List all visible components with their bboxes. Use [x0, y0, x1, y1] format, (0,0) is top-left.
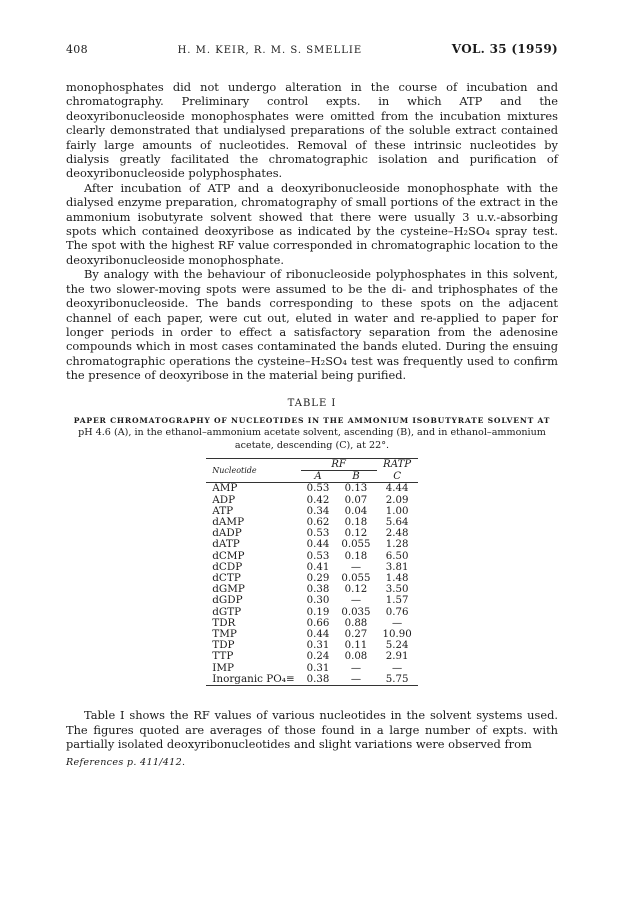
- table-caption-smallcaps: PAPER CHROMATOGRAPHY OF NUCLEOTIDES IN THE AMMONIUM ISOBUTYRATE SOLVENT AT: [73, 415, 551, 425]
- ratp-c-value: 1.57: [385, 595, 409, 607]
- table-caption: [66, 415, 558, 453]
- rf-a-value: 0.53: [306, 483, 330, 495]
- rf-a-value: 0.38: [306, 673, 330, 685]
- ratp-c-value: —: [392, 617, 403, 629]
- nucleotide-rf-table: [206, 458, 417, 686]
- table-row: [206, 651, 417, 662]
- nucleotide-name: TMP: [212, 628, 237, 641]
- rf-b-value: —: [350, 561, 362, 573]
- paragraph-4: Table I shows the RF values of various nucleotides in the solvent systems used. The figures quoted are averages of those found in a large number of expts. with partially isolated deoxyribonucleotides and slight variations were observed from: [66, 708, 558, 751]
- rf-b-value: 0.07: [344, 494, 368, 506]
- rf-b-value: 0.18: [344, 550, 368, 562]
- rf-a-value: 0.34: [306, 505, 330, 517]
- rf-a-value: 0.44: [306, 539, 330, 551]
- paragraph-2: After incubation of ATP and a deoxyribonucleoside monophosphate with the dialysed enzyme preparation, chromatography of small portions of the extract in the ammonium isobutyrate solvent showed that there were usually 3 u.v.-absorbing spots which contained deoxyribose as indicated by the cysteine–H₂SO₄ spray test. The spot with the highest RF value corresponded in chromatographic location to the deoxyribonucleoside monophosphate.: [66, 180, 558, 267]
- table-row: [206, 674, 417, 686]
- nucleotide-name: TDP: [212, 639, 235, 652]
- nucleotide-name: dGDP: [212, 594, 243, 607]
- rf-b-value: 0.12: [344, 528, 368, 540]
- rf-a-value: 0.30: [306, 595, 330, 607]
- nucleotide-name: ATP: [212, 504, 234, 517]
- rf-a-value: 0.31: [306, 662, 330, 674]
- ratp-c-value: 1.28: [385, 539, 409, 551]
- nucleotide-name: IMP: [212, 661, 235, 674]
- nucleotide-name: dGTP: [212, 605, 242, 618]
- rf-a-value: 0.38: [306, 584, 330, 596]
- ratp-c-value: 5.75: [385, 673, 409, 685]
- rf-b-value: 0.18: [344, 517, 368, 529]
- rf-a-value: 0.66: [306, 617, 330, 629]
- nucleotide-name: dCDP: [212, 560, 243, 573]
- col-header-rf: RF: [301, 459, 377, 471]
- ratp-c-value: 1.48: [385, 573, 409, 585]
- rf-a-value: 0.42: [306, 494, 330, 506]
- rf-b-value: 0.11: [344, 640, 368, 652]
- table-row: [206, 629, 417, 640]
- paragraph-1: monophosphates did not undergo alteration in the course of incubation and chromatography. Preliminary control expts. in which ATP and the deoxyribonucleoside monophosphates were omitted from the incubation mixtures clearly demonstrated that undialysed preparations of the soluble extract contained fairly large amounts of nucleotides. Removal of these intrinsic nucleotides by dialysis greatly facilitated the chromatographic isolation and purification of deoxyribonucleoside polyphosphates.: [66, 80, 558, 181]
- ratp-c-value: 10.90: [382, 629, 412, 641]
- ratp-c-value: 0.76: [385, 606, 409, 618]
- rf-a-value: 0.29: [306, 573, 330, 585]
- rf-b-value: 0.88: [344, 617, 368, 629]
- rf-b-value: 0.08: [344, 651, 368, 663]
- rf-b-value: 0.055: [341, 539, 371, 551]
- ratp-c-value: 4.44: [385, 483, 409, 495]
- nucleotide-name: TTP: [212, 650, 234, 663]
- table-title: TABLE I: [287, 397, 337, 409]
- nucleotide-name: TDR: [212, 616, 236, 629]
- table-row: [206, 640, 417, 651]
- ratp-c-value: 6.50: [385, 550, 409, 562]
- table-row: [206, 595, 417, 606]
- page-number: 408: [66, 43, 88, 56]
- references-note: References p. 411/412.: [66, 757, 186, 769]
- table-row: [206, 495, 417, 506]
- ratp-c-value: 5.64: [385, 517, 409, 529]
- page: [66, 42, 558, 768]
- table-body: [206, 483, 417, 686]
- ratp-c-value: 2.48: [385, 528, 409, 540]
- rf-b-value: —: [350, 595, 362, 607]
- ratp-c-value: 1.00: [385, 505, 409, 517]
- ratp-c-value: —: [392, 662, 403, 674]
- rf-b-value: —: [350, 673, 362, 685]
- rf-b-value: 0.27: [344, 629, 368, 641]
- col-header-ratp: RATP: [383, 459, 412, 471]
- table-row: [206, 539, 417, 550]
- ratp-c-value: 3.81: [385, 561, 409, 573]
- col-header-c: C: [393, 470, 402, 482]
- table-row: [206, 607, 417, 618]
- table-caption-rest: pH 4.6 (A), in the ethanol–ammonium acetate solvent, ascending (B), and in ethanol–ammonium acetate, descending (C), at 22°.: [78, 427, 546, 451]
- ratp-c-value: 2.09: [385, 494, 409, 506]
- rf-a-value: 0.24: [306, 651, 330, 663]
- nucleotide-name: ADP: [212, 493, 236, 506]
- rf-b-value: 0.12: [344, 584, 368, 596]
- rf-b-value: 0.055: [341, 573, 371, 585]
- nucleotide-name: dAMP: [212, 516, 245, 529]
- journal-volume: VOL. 35 (1959): [451, 42, 558, 56]
- nucleotide-name: dATP: [212, 538, 240, 551]
- col-header-a: A: [314, 471, 322, 483]
- nucleotide-name: dGMP: [212, 583, 245, 596]
- rf-b-value: —: [350, 662, 362, 674]
- ratp-c-value: 2.91: [385, 651, 409, 663]
- nucleotide-name: dADP: [212, 527, 242, 540]
- rf-b-value: 0.04: [344, 505, 368, 517]
- rf-b-value: 0.035: [341, 606, 371, 618]
- nucleotide-name: dCMP: [212, 549, 245, 562]
- running-header: [66, 42, 558, 62]
- rf-a-value: 0.53: [306, 550, 330, 562]
- nucleotide-name: dCTP: [212, 572, 241, 585]
- nucleotide-name: AMP: [212, 482, 238, 495]
- col-header-b: B: [352, 471, 360, 483]
- table-row: [206, 618, 417, 629]
- table-row: [206, 483, 417, 495]
- ratp-c-value: 5.24: [385, 640, 409, 652]
- rf-a-value: 0.44: [306, 629, 330, 641]
- rf-a-value: 0.41: [306, 561, 330, 573]
- rf-a-value: 0.31: [306, 640, 330, 652]
- rf-a-value: 0.62: [306, 517, 330, 529]
- ratp-c-value: 3.50: [385, 584, 409, 596]
- rf-b-value: 0.13: [344, 483, 368, 495]
- nucleotide-name: Inorganic PO₄≡: [212, 672, 295, 685]
- rf-a-value: 0.53: [306, 528, 330, 540]
- paragraph-3: By analogy with the behaviour of ribonucleoside polyphosphates in this solvent, the two slower-moving spots were assumed to be the di- and triphosphates of the deoxyribonucleoside. The bands corresponding to these spots on the adjacent channel of each paper, were cut out, eluted in water and re-applied to paper for longer periods in order to effect a satisfactory separation from the adenosine compounds which in most cases contaminated the bands eluted. During the ensuing chromatographic operations the cysteine–H₂SO₄ test was frequently used to confirm the presence of deoxyribose in the material being purified.: [66, 267, 558, 383]
- running-head-authors: H. M. KEIR, R. M. S. SMELLIE: [177, 45, 363, 56]
- col-header-nucleotide: Nucleotide: [212, 466, 257, 476]
- rf-a-value: 0.19: [306, 606, 330, 618]
